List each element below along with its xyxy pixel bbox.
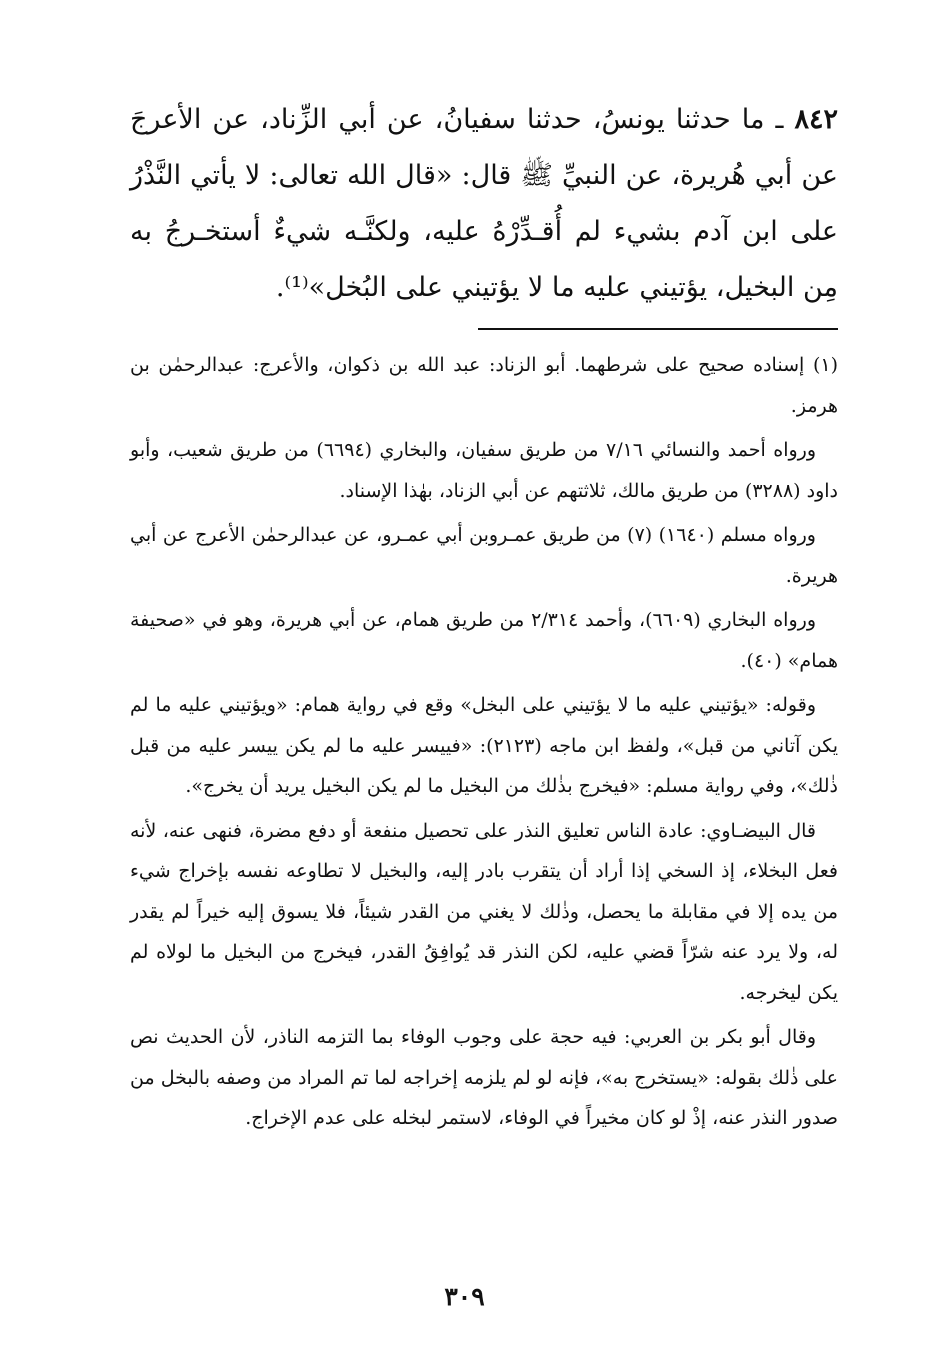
footnotes [130, 345, 838, 1143]
footnote-paragraph: ورواه البخاري (٦٦٠٩)، وأحمد ٢/٣١٤ من طريق همام، عن أبي هريرة، وهو في «صحيفة همام» (٤٠). [130, 609, 838, 672]
hadith-body: ـ ما حدثنا يونسُ، حدثنا سفيانُ، عن أبي الزِّناد، عن الأعرجَ عن أبي هُريرة، عن النبيِّ ﷺ قال: «قال الله تعالى: لا يأتي النَّذْرُ على ابن آدم بشيء لم أُقـدِّرْهُ عليه، ولكنَّـه شيءٌ أستخـرجُ به مِن البخيل، يؤتيني عليه ما لا يؤتيني على البُخل»⁽¹⁾. [130, 104, 838, 303]
page-body [130, 92, 838, 1129]
footnote-paragraph: قال البيضـاوي: عادة الناس تعليق النذر على تحصيل منفعة أو دفع مضرة، فنهى عنه، لأنه فعل البخلاء، إذ السخي إذا أراد أن يتقرب بادر إليه، والبخيل لا تطاوعه نفسه بإخراج شيء من يده إلا في مقابلة ما يحصل، وذٰلك لا يغني من القدر شيئاً، فلا يسوق إليه خيراً لم يقدر له، ولا يرد عنه شرّاً قضي عليه، لكن النذر قد يُوافِقُ القدر، فيخرج من البخيل ما لولاه لم يكن ليخرجه. [130, 819, 838, 1004]
footnote-separator [478, 328, 838, 330]
footnote-paragraph: وقال أبو بكر بن العربي: فيه حجة على وجوب الوفاء بما التزمه الناذر، لأن الحديث نص على ذٰلك بقوله: «يستخرج به»، فإنه لو لم يلزمه إخراجه لما تم المراد من وصفه بالبخل من صدور النذر عنه، إذْ لو كان مخيراً في الوفاء، لاستمر لبخله على عدم الإخراج. [130, 1026, 838, 1129]
hadith-text [130, 92, 838, 316]
footnote-paragraph: (١) إسناده صحيح على شرطهما. أبو الزناد: عبد الله بن ذكوان، والأعرج: عبدالرحمٰن بن هرمز. [130, 354, 838, 417]
page-number: ٣٠٩ [444, 1282, 485, 1311]
hadith-number: ٨٤٢ [794, 104, 838, 135]
footnote-paragraph: ورواه مسلم (١٦٤٠) (٧) من طريق عمـروبن أبي عمـرو، عن عبدالرحمٰن الأعرج عن أبي هريرة. [130, 524, 838, 587]
footnote-paragraph: وقوله: «يؤتيني عليه ما لا يؤتيني على البخل» وقع في رواية همام: «ويؤتيني عليه ما لم يكن آتاني من قبل»، ولفظ ابن ماجه (٢١٢٣): «فييسر عليه ما لم يكن ييسر عليه من قبل ذٰلك»، وفي رواية مسلم: «فيخرج بذٰلك من البخيل ما لم يكن البخيل يريد أن يخرج». [130, 694, 838, 797]
footnote-paragraph: ورواه أحمد والنسائي ٧/١٦ من طريق سفيان، والبخاري (٦٦٩٤) من طريق شعيب، وأبو داود (٣٢٨٨) من طريق مالك، ثلاثتهم عن أبي الزناد، بهٰذا الإسناد. [130, 439, 838, 502]
